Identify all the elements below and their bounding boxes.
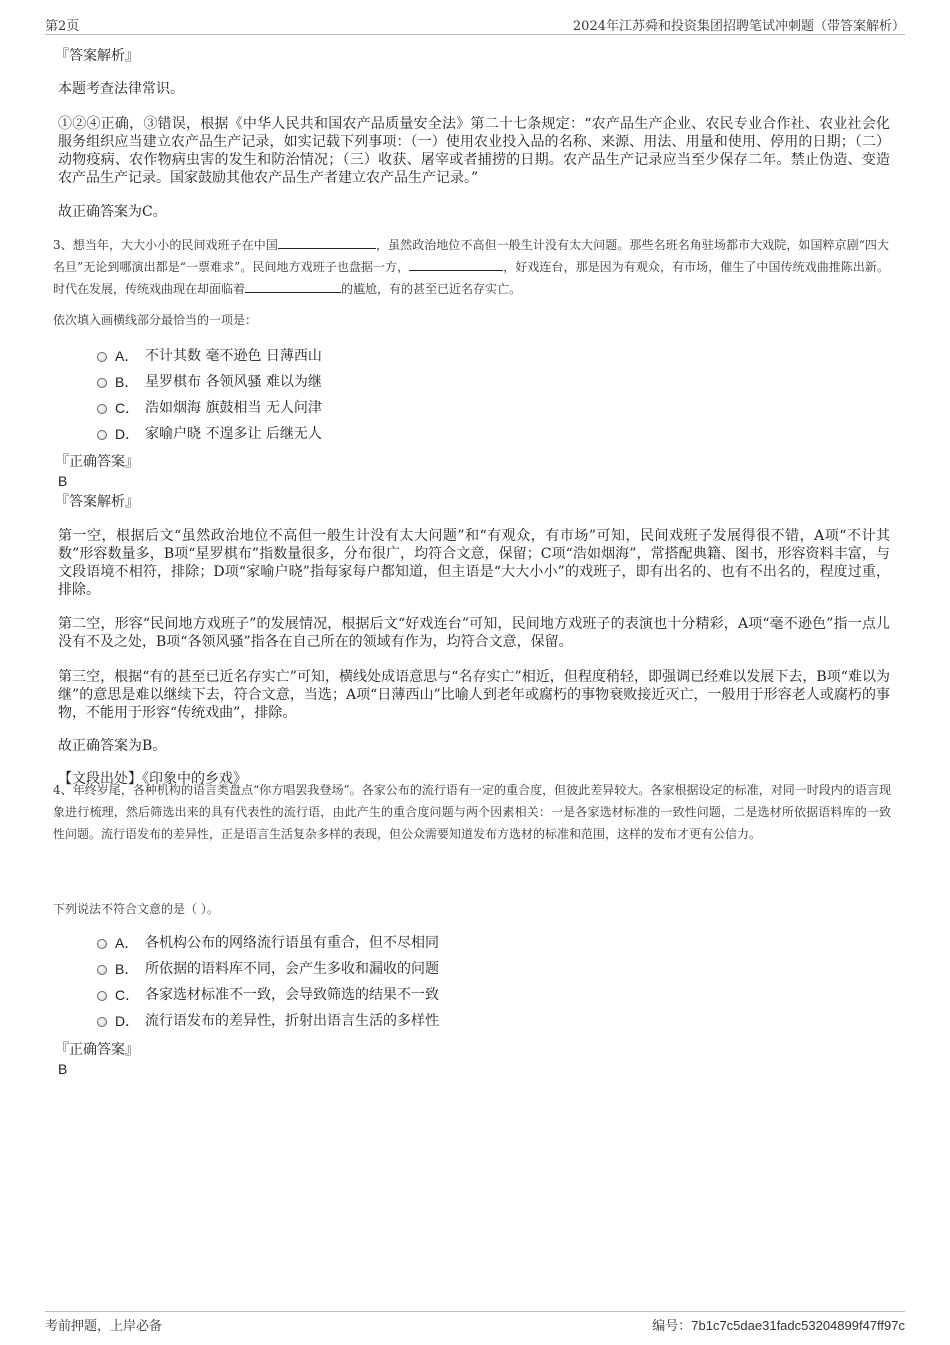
q3-analysis-label: 『答案解析』 (55, 494, 139, 510)
q3-answer: B (58, 473, 68, 489)
q2-analysis-body: ①②④正确，③错误，根据《中华人民共和国农产品质量安全法》第二十七条规定：“农产品生产企业、农民专业合作社、农业社会化服务组织应当建立农产品生产记录，如实记载下列事项：（一）使用农业投入品的名称、来源、用法、用量和使用、停用的日期；（二）动物疫病、农作物病虫害的发生和防治情况；（三）收获、屠宰或者捕捞的日期。农产品生产记录应当至少保存二年。禁止伪造、变造农产品生产记录。国家鼓励其他农产品生产者建立农产品生产记录。” (58, 116, 890, 186)
q4-option-d[interactable]: D． 流行语发布的差异性，折射出语言生活的多样性 (97, 1008, 697, 1034)
document-title: 2024年江苏舜和投资集团招聘笔试冲刺题（带答案解析） (572, 19, 905, 34)
q3-option-d[interactable]: D． 家喻户晓 不遑多让 后继无人 (97, 421, 697, 447)
radio-icon[interactable] (97, 939, 107, 949)
q3-conclusion: 故正确答案为B。 (58, 738, 167, 754)
page-footer (45, 1311, 905, 1334)
q2-analysis-label: 『答案解析』 (55, 48, 139, 64)
q3-options (97, 343, 697, 447)
page-header (45, 14, 905, 35)
radio-icon[interactable] (97, 352, 107, 362)
q4-answer-label: 『正确答案』 (55, 1042, 139, 1058)
q4-option-a[interactable]: A． 各机构公布的网络流行语虽有重合，但不尽相同 (97, 930, 697, 956)
q4-question: 下列说法不符合文意的是（ ）。 (53, 902, 219, 916)
q2-analysis-intro: 本题考查法律常识。 (58, 81, 184, 97)
q3-option-c[interactable]: C． 浩如烟海 旗鼓相当 无人问津 (97, 395, 697, 421)
q3-analysis-2: 第二空，形容“民间地方戏班子”的发展情况，根据后文“好戏连台”可知，民间地方戏班子的表演也十分精彩，A项“毫不逊色”指一点儿没有不及之处，B项“各领风骚”指各在自己所在的领域有作为，均符合文意，保留。 (58, 616, 890, 650)
q3-answer-label: 『正确答案』 (55, 454, 139, 470)
footer-code: 编号：7b1c7c5dae31fadc53204899f47ff97c (652, 1318, 905, 1334)
q3-blank-3 (245, 279, 341, 293)
q2-conclusion: 故正确答案为C。 (58, 204, 167, 220)
radio-icon[interactable] (97, 430, 107, 440)
q3-analysis-1: 第一空，根据后文“虽然政治地位不高但一般生计没有太大问题”和“有观众，有市场”可知，民间戏班子发展得很不错，A项“不计其数”形容数量多，B项“星罗棋布”指数量很多，分布很广，均符合文意，保留；C项“浩如烟海”，常搭配典籍、图书，形容资料丰富，与文段语境不相符，排除；D项“家喻户晓”指每家每户都知道，但主语是“大大小小”的戏班子，即有出名的、也有不出名的，程度过重，排除。 (58, 528, 890, 598)
q3-source: 【文段出处】《印象中的乡戏》 (58, 771, 247, 787)
q4-answer: B (58, 1061, 68, 1077)
q3-blank-2 (409, 257, 503, 271)
page-number: 第2页 (45, 19, 80, 34)
radio-icon[interactable] (97, 1017, 107, 1027)
q3-stem: 3、想当年，大大小小的民间戏班子在中国 ，虽然政治地位不高但一般生计没有太大问题。那些名班名角驻场都市大戏院，如国粹京剧“四大名旦”无论到哪演出都是“一票难求”。民间地方戏班子也盘据一方， ，好戏连台，那是因为有观众，有市场，催生了中国传统戏曲推陈出新。时代在发展，传统戏曲现在却面临着 的尴尬，有的甚至已近名存实亡。 (53, 234, 889, 300)
q3-question: 依次填入画横线部分最恰当的一项是： (53, 313, 258, 327)
q3-option-a[interactable]: A． 不计其数 毫不逊色 日薄西山 (97, 343, 697, 369)
radio-icon[interactable] (97, 965, 107, 975)
radio-icon[interactable] (97, 991, 107, 1001)
q4-stem: 4、年终岁尾，各种机构的语言类盘点“你方唱罢我登场”。各家公布的流行语有一定的重合度，但彼此差异较大。各家根据设定的标准，对同一时段内的语言现象进行梳理，然后筛选出来的具有代表性的流行语，由此产生的重合度问题与两个因素相关：一是各家选材标准的一致性问题，二是选材所依据语料库的一致性问题。流行语发布的差异性，正是语言生活复杂多样的表现，但公众需要知道发布方选材的标准和范围，这样的发布才更有公信力。 (53, 783, 891, 841)
q3-option-b[interactable]: B． 星罗棋布 各领风骚 难以为继 (97, 369, 697, 395)
q4-option-c[interactable]: C． 各家选材标准不一致，会导致筛选的结果不一致 (97, 982, 697, 1008)
q3-analysis-3: 第三空，根据“有的甚至已近名存实亡”可知，横线处成语意思与“名存实亡”相近，但程度稍轻，即强调已经难以发展下去，B项“难以为继”的意思是难以继续下去，符合文意，当选；A项“日薄西山”比喻人到老年或腐朽的事物衰败接近灭亡，一般用于形容老人或腐朽的事物，不能用于形容“传统戏曲”，排除。 (58, 669, 890, 721)
q3-blank-1 (278, 235, 376, 249)
radio-icon[interactable] (97, 378, 107, 388)
footer-slogan: 考前押题，上岸必备 (45, 1319, 163, 1334)
q4-option-b[interactable]: B． 所依据的语料库不同，会产生多收和漏收的问题 (97, 956, 697, 982)
q4-options (97, 930, 697, 1034)
radio-icon[interactable] (97, 404, 107, 414)
